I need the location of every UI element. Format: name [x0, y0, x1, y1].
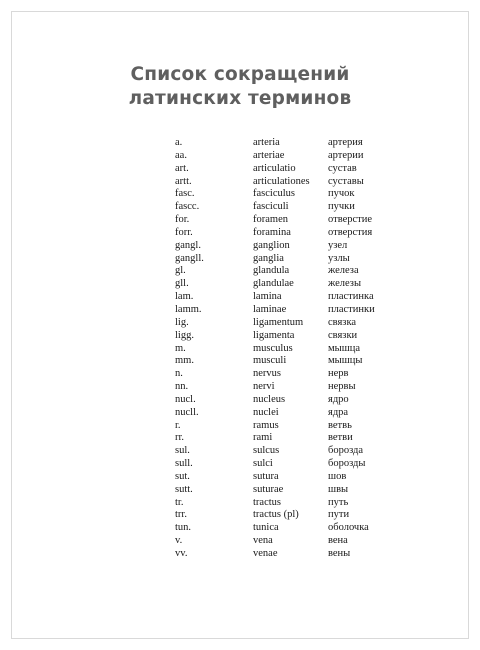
term-russian: шов: [328, 470, 347, 482]
term-abbreviation: sut.: [175, 470, 190, 482]
term-row: [0, 355, 480, 368]
term-row: [0, 265, 480, 278]
term-abbreviation: trr.: [175, 509, 187, 521]
term-russian: артерия: [328, 137, 363, 148]
term-russian: артерии: [328, 149, 364, 161]
term-row: [0, 150, 480, 163]
term-row: [0, 343, 480, 356]
term-row: [0, 227, 480, 240]
term-latin: vena: [253, 535, 273, 547]
term-abbreviation: v.: [175, 535, 183, 547]
term-russian: пучки: [328, 201, 355, 213]
term-row: [0, 317, 480, 330]
term-russian: пластинки: [328, 303, 375, 315]
term-row: [0, 407, 480, 420]
term-latin: ganglion: [253, 239, 290, 251]
term-row: [0, 420, 480, 433]
term-abbreviation: gll.: [175, 278, 189, 290]
term-abbreviation: mm.: [175, 355, 194, 367]
page-title-line-2: латинских терминов: [128, 88, 352, 109]
term-latin: foramina: [253, 226, 291, 238]
term-russian: мышца: [328, 342, 361, 354]
term-russian: путь: [328, 496, 349, 508]
term-abbreviation: for.: [175, 214, 190, 226]
term-row: [0, 432, 480, 445]
term-latin: rami: [253, 432, 273, 444]
term-latin: nuclei: [253, 406, 279, 418]
term-latin: fasciculus: [253, 188, 295, 200]
term-russian: борозда: [328, 445, 364, 457]
term-abbreviation: lam.: [175, 291, 194, 303]
term-row: [0, 188, 480, 201]
term-abbreviation: nucl.: [175, 393, 196, 405]
term-latin: suturae: [253, 483, 284, 495]
page-title-line-1: Список сокращений: [130, 64, 350, 85]
term-row: [0, 304, 480, 317]
term-russian: узел: [328, 239, 348, 251]
term-row: [0, 394, 480, 407]
term-latin: venae: [253, 548, 278, 559]
term-abbreviation: sutt.: [175, 483, 193, 495]
term-russian: оболочка: [328, 522, 369, 534]
term-row: [0, 458, 480, 471]
term-abbreviation: fasc.: [175, 188, 195, 200]
term-row: [0, 253, 480, 266]
term-russian: мышцы: [328, 355, 363, 367]
term-russian: ветви: [328, 432, 353, 444]
term-russian: железа: [328, 265, 359, 277]
term-abbreviation: lamm.: [175, 303, 202, 315]
term-row: [0, 471, 480, 484]
term-latin: ligamenta: [253, 329, 295, 341]
term-russian: отверстия: [328, 226, 373, 238]
term-abbreviation: aa.: [175, 149, 187, 161]
term-abbreviation: gangll.: [175, 252, 204, 264]
term-latin: arteria: [253, 137, 280, 148]
term-row: [0, 176, 480, 189]
term-abbreviation: r.: [175, 419, 181, 431]
term-latin: ganglia: [253, 252, 284, 264]
term-latin: ligamentum: [253, 316, 304, 328]
term-row: [0, 201, 480, 214]
term-latin: foramen: [253, 214, 288, 226]
term-latin: tractus: [253, 496, 281, 508]
term-row: [0, 484, 480, 497]
term-row: [0, 497, 480, 510]
term-russian: суставы: [328, 175, 364, 187]
term-abbreviation: gl.: [175, 265, 186, 277]
term-row: [0, 214, 480, 227]
term-abbreviation: n.: [175, 368, 183, 380]
term-latin: sulcus: [253, 445, 280, 457]
term-abbreviation: fascc.: [175, 201, 200, 213]
term-russian: ядро: [328, 393, 349, 405]
term-abbreviation: nucll.: [175, 406, 199, 418]
term-abbreviation: artt.: [175, 175, 192, 187]
term-russian: швы: [328, 483, 349, 495]
term-russian: железы: [328, 278, 362, 290]
term-latin: tractus (pl): [253, 509, 299, 521]
term-russian: вена: [328, 535, 348, 547]
term-latin: sulci: [253, 458, 273, 470]
term-russian: пучок: [328, 188, 355, 200]
term-latin: tunica: [253, 522, 279, 534]
term-row: [0, 535, 480, 548]
term-latin: sutura: [253, 470, 279, 482]
term-row: [0, 330, 480, 343]
term-russian: пластинка: [328, 291, 374, 303]
term-abbreviation: lig.: [175, 316, 189, 328]
term-latin: musculus: [253, 342, 293, 354]
term-russian: борозды: [328, 458, 366, 470]
term-latin: nervi: [253, 381, 275, 393]
term-latin: arteriae: [253, 149, 285, 161]
term-russian: нервы: [328, 381, 356, 393]
term-row: [0, 278, 480, 291]
term-abbreviation: vv.: [175, 548, 188, 559]
term-russian: пути: [328, 509, 350, 521]
term-row: [0, 548, 480, 561]
term-row: [0, 163, 480, 176]
term-russian: узлы: [328, 252, 350, 264]
term-russian: ядра: [328, 406, 349, 418]
term-latin: articulationes: [253, 175, 310, 187]
abbreviation-list: [0, 137, 480, 561]
term-russian: вены: [328, 548, 351, 559]
term-row: [0, 137, 480, 150]
term-abbreviation: sul.: [175, 445, 190, 457]
term-row: [0, 368, 480, 381]
term-row: [0, 291, 480, 304]
term-abbreviation: art.: [175, 162, 189, 174]
term-russian: нерв: [328, 368, 349, 380]
term-row: [0, 381, 480, 394]
term-russian: ветвь: [328, 419, 352, 431]
term-latin: articulatio: [253, 162, 296, 174]
term-abbreviation: nn.: [175, 381, 189, 393]
term-row: [0, 240, 480, 253]
term-abbreviation: ligg.: [175, 329, 194, 341]
term-latin: glandulae: [253, 278, 294, 290]
term-russian: отверстие: [328, 214, 373, 226]
term-russian: сустав: [328, 162, 357, 174]
term-abbreviation: rr.: [175, 432, 185, 444]
term-abbreviation: gangl.: [175, 239, 201, 251]
term-latin: fasciculi: [253, 201, 289, 213]
term-latin: laminae: [253, 303, 287, 315]
term-abbreviation: forr.: [175, 226, 193, 238]
term-latin: lamina: [253, 291, 282, 303]
term-abbreviation: tun.: [175, 522, 192, 534]
term-row: [0, 445, 480, 458]
term-latin: nucleus: [253, 393, 286, 405]
term-russian: связки: [328, 329, 358, 341]
term-row: [0, 522, 480, 535]
term-abbreviation: sull.: [175, 458, 193, 470]
term-latin: glandula: [253, 265, 290, 277]
term-latin: musculi: [253, 355, 287, 367]
term-abbreviation: a.: [175, 137, 183, 148]
term-latin: nervus: [253, 368, 281, 380]
term-russian: связка: [328, 316, 357, 328]
term-latin: ramus: [253, 419, 279, 431]
term-abbreviation: tr.: [175, 496, 184, 508]
term-row: [0, 509, 480, 522]
term-abbreviation: m.: [175, 342, 186, 354]
